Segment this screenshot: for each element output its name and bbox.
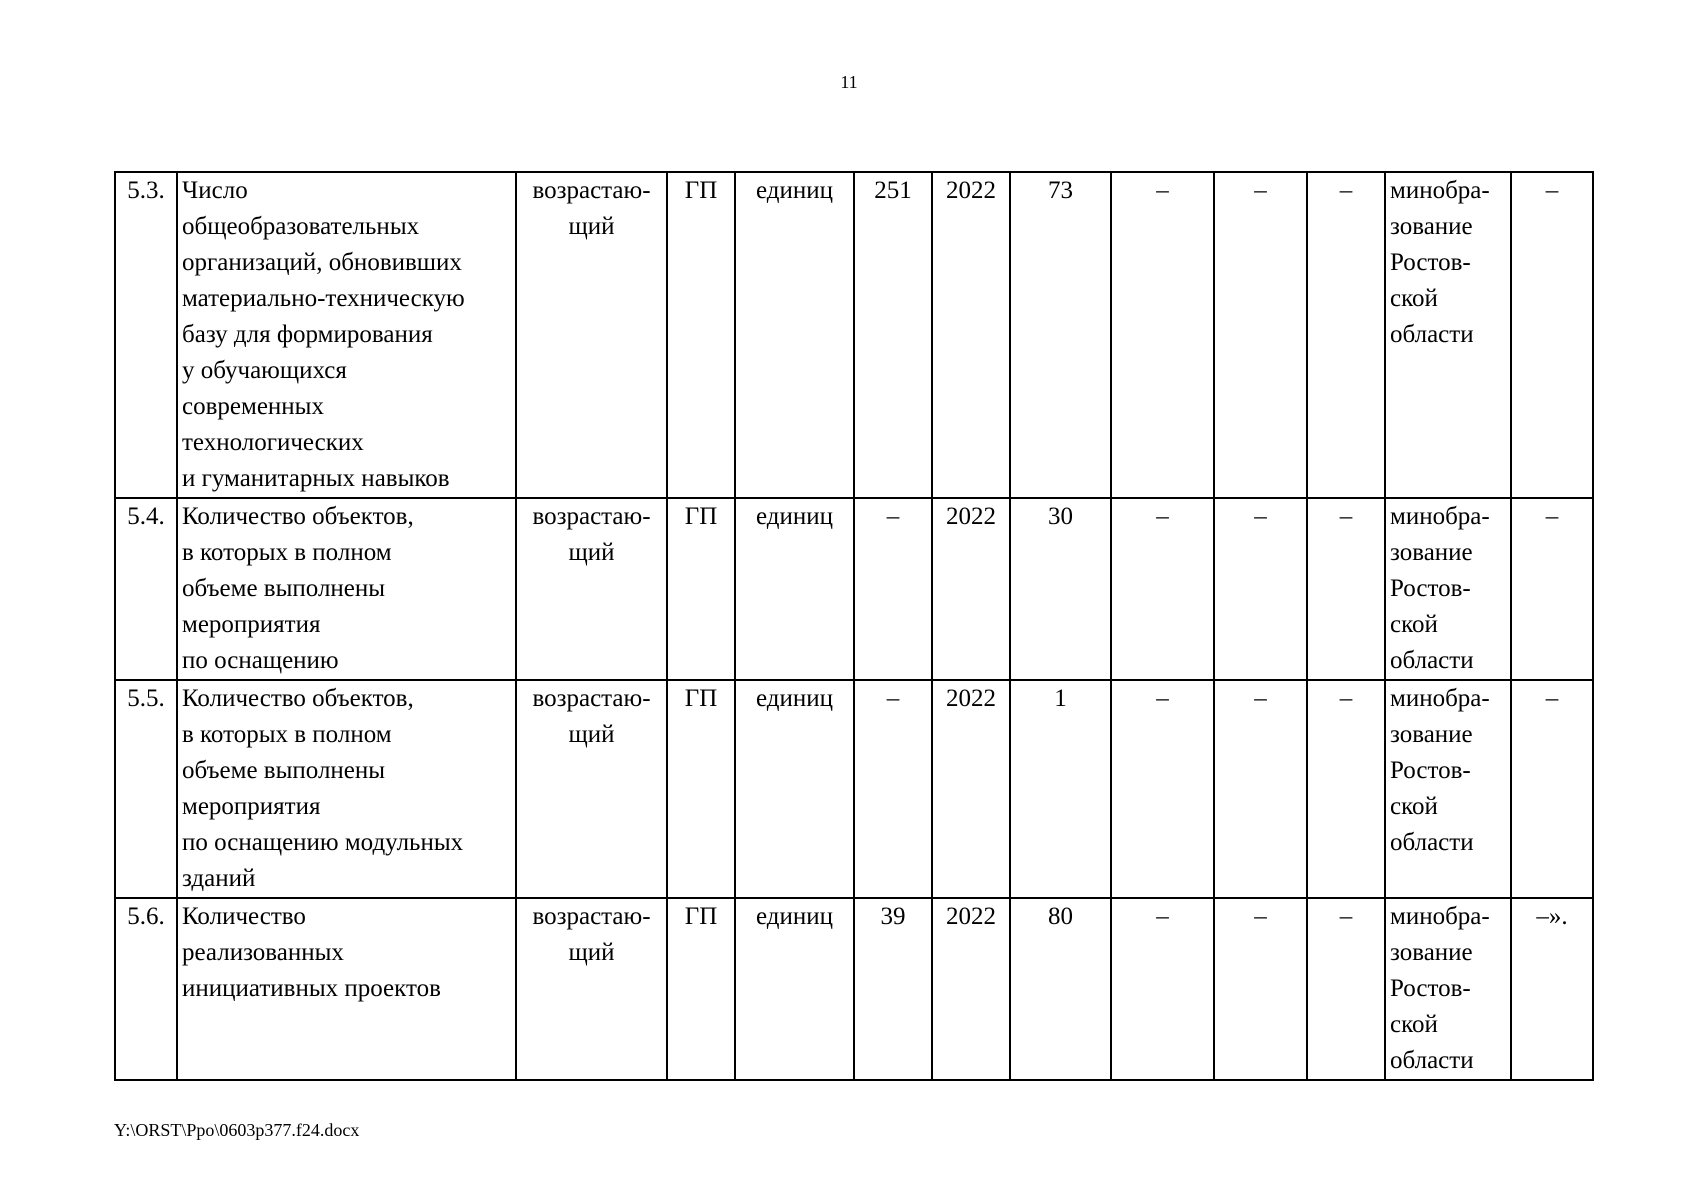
responsible-line: ской: [1390, 611, 1438, 638]
table-row: [115, 898, 1593, 1080]
indicator-name-line: мероприятия: [182, 793, 321, 820]
base-year-cell: 2022: [932, 172, 1010, 498]
last-cell: –: [1511, 172, 1593, 498]
page-number: 11: [840, 72, 858, 92]
indicator-name-line: у обучающихся: [182, 357, 347, 384]
base-value-cell: –: [854, 498, 932, 680]
table-body: [115, 172, 1593, 1080]
base-year-cell: 2022: [932, 498, 1010, 680]
target-value-cell: 73: [1010, 172, 1111, 498]
trend-cell: [516, 680, 667, 898]
value-cell-3: –: [1307, 898, 1385, 1080]
value-cell-1: –: [1111, 680, 1214, 898]
value-cell-2: –: [1214, 498, 1307, 680]
program-type-cell: ГП: [667, 680, 735, 898]
indicator-name-line: базу для формирования: [182, 321, 433, 348]
file-path: Y:\ORST\Ppo\0603p377.f24.docx: [114, 1120, 360, 1140]
responsible-line: ской: [1390, 285, 1438, 312]
last-cell: –: [1511, 498, 1593, 680]
indicator-name-line: объеме выполнены: [182, 757, 386, 784]
trend-line: возрастаю-: [532, 503, 651, 530]
value-cell-1: –: [1111, 898, 1214, 1080]
value-cell-2: –: [1214, 680, 1307, 898]
row-number-cell: 5.3.: [115, 172, 177, 498]
responsible-line: области: [1390, 321, 1474, 348]
unit-cell: единиц: [735, 172, 854, 498]
indicator-name-cell: [177, 680, 516, 898]
responsible-line: зование: [1390, 213, 1473, 240]
trend-cell: [516, 172, 667, 498]
indicator-name-line: по оснащению: [182, 647, 339, 674]
indicator-name-line: материально-техническую: [182, 285, 465, 312]
responsible-line: минобра-: [1390, 177, 1490, 204]
trend-line: щий: [568, 213, 615, 240]
target-value-cell: 80: [1010, 898, 1111, 1080]
responsible-line: области: [1390, 647, 1474, 674]
responsible-line: зование: [1390, 939, 1473, 966]
row-number-cell: 5.6.: [115, 898, 177, 1080]
target-value-cell: 30: [1010, 498, 1111, 680]
trend-cell: [516, 498, 667, 680]
trend-line: возрастаю-: [532, 177, 651, 204]
table-row: [115, 172, 1593, 498]
responsible-line: Ростов-: [1390, 575, 1471, 602]
indicator-name-line: мероприятия: [182, 611, 321, 638]
indicator-name-line: инициативных проектов: [182, 975, 441, 1002]
indicator-name-cell: [177, 898, 516, 1080]
responsible-line: зование: [1390, 721, 1473, 748]
responsible-cell: [1385, 172, 1511, 498]
trend-line: щий: [568, 539, 615, 566]
trend-cell: [516, 898, 667, 1080]
last-cell: –: [1511, 680, 1593, 898]
value-cell-3: –: [1307, 498, 1385, 680]
responsible-line: Ростов-: [1390, 975, 1471, 1002]
trend-line: щий: [568, 721, 615, 748]
row-number-cell: 5.5.: [115, 680, 177, 898]
indicator-name-line: по оснащению модульных: [182, 829, 464, 856]
indicator-name-line: в которых в полном: [182, 721, 392, 748]
responsible-line: Ростов-: [1390, 757, 1471, 784]
indicators-table: [114, 171, 1594, 1081]
responsible-line: зование: [1390, 539, 1473, 566]
base-year-cell: 2022: [932, 680, 1010, 898]
trend-line: возрастаю-: [532, 903, 651, 930]
responsible-cell: [1385, 498, 1511, 680]
indicator-name-line: Количество объектов,: [182, 503, 414, 530]
responsible-cell: [1385, 680, 1511, 898]
indicator-name-line: Число: [182, 177, 248, 204]
target-value-cell: 1: [1010, 680, 1111, 898]
responsible-line: ской: [1390, 793, 1438, 820]
value-cell-2: –: [1214, 172, 1307, 498]
unit-cell: единиц: [735, 498, 854, 680]
indicator-name-line: объеме выполнены: [182, 575, 386, 602]
responsible-line: минобра-: [1390, 685, 1490, 712]
base-value-cell: 251: [854, 172, 932, 498]
table-row: [115, 680, 1593, 898]
indicator-name-cell: [177, 498, 516, 680]
base-year-cell: 2022: [932, 898, 1010, 1080]
indicator-name-line: современных: [182, 393, 324, 420]
unit-cell: единиц: [735, 898, 854, 1080]
value-cell-1: –: [1111, 172, 1214, 498]
base-value-cell: 39: [854, 898, 932, 1080]
base-value-cell: –: [854, 680, 932, 898]
indicator-name-cell: [177, 172, 516, 498]
trend-line: возрастаю-: [532, 685, 651, 712]
program-type-cell: ГП: [667, 498, 735, 680]
program-type-cell: ГП: [667, 172, 735, 498]
responsible-line: области: [1390, 829, 1474, 856]
indicator-name-line: технологических: [182, 429, 364, 456]
indicator-name-line: Количество объектов,: [182, 685, 414, 712]
value-cell-1: –: [1111, 498, 1214, 680]
indicator-name-line: организаций, обновивших: [182, 249, 462, 276]
indicator-name-line: зданий: [182, 865, 256, 892]
responsible-line: минобра-: [1390, 503, 1490, 530]
last-cell: –».: [1511, 898, 1593, 1080]
table-row: [115, 498, 1593, 680]
indicator-name-line: Количество: [182, 903, 306, 930]
responsible-line: минобра-: [1390, 903, 1490, 930]
indicator-name-line: реализованных: [182, 939, 344, 966]
responsible-line: области: [1390, 1047, 1474, 1074]
program-type-cell: ГП: [667, 898, 735, 1080]
value-cell-3: –: [1307, 680, 1385, 898]
row-number-cell: 5.4.: [115, 498, 177, 680]
responsible-cell: [1385, 898, 1511, 1080]
value-cell-2: –: [1214, 898, 1307, 1080]
unit-cell: единиц: [735, 680, 854, 898]
trend-line: щий: [568, 939, 615, 966]
indicator-name-line: общеобразовательных: [182, 213, 420, 240]
value-cell-3: –: [1307, 172, 1385, 498]
indicator-name-line: и гуманитарных навыков: [182, 465, 450, 492]
responsible-line: ской: [1390, 1011, 1438, 1038]
responsible-line: Ростов-: [1390, 249, 1471, 276]
indicator-name-line: в которых в полном: [182, 539, 392, 566]
